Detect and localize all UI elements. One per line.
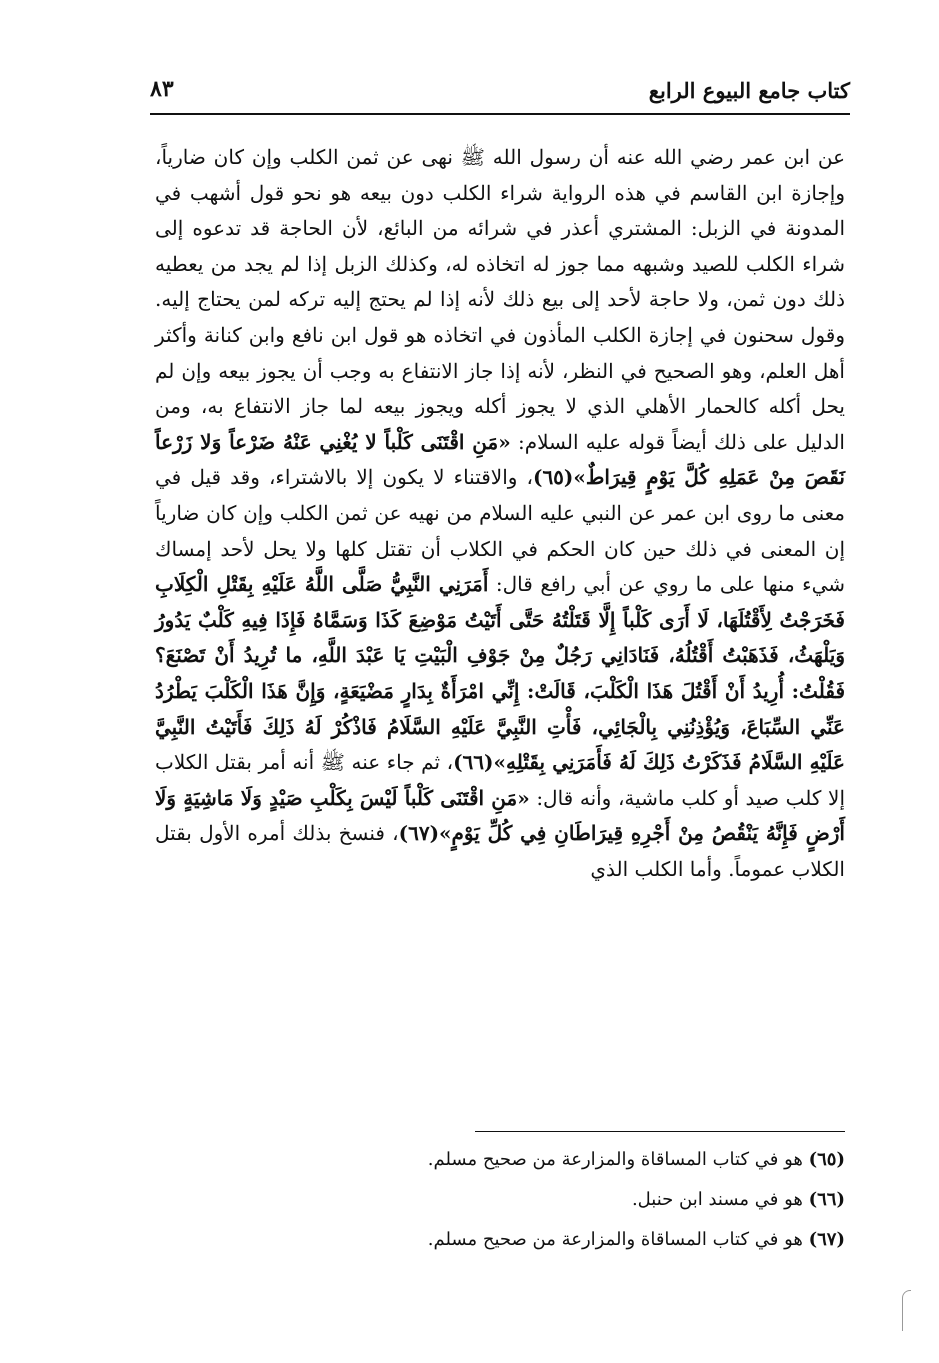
main-text bbox=[155, 140, 845, 887]
footnotes bbox=[300, 1140, 845, 1260]
footnote-item bbox=[300, 1180, 845, 1220]
running-header bbox=[150, 72, 850, 112]
scan-margin-mark bbox=[902, 1290, 911, 1331]
running-title: كتاب جامع البيوع الرابع bbox=[648, 78, 850, 103]
hadith-quote: أَمَرَنِي النَّبِيُّ صَلَّى اللَّهُ عَلَيْهِ بِقَتْلِ الْكِلَابِ فَخَرَجْتُ لِأَقْتُلَهَا، لَا أَرَى كَلْباً إِلَّا قَتَلْتُهُ حَتَّى أَتَيْتُ مَوْضِعَ كَذَا وَسَمَّاهُ فَإِذَا فِيهِ كَلْبٌ يَدُورُ وَيَلْهَثُ، فَذَهَبْتُ أَقْتُلُهُ، فَنَادَانِي رَجُلٌ مِنْ جَوْفِ الْبَيْتِ يَا عَبْدَ اللَّهِ، ما تُرِيدُ أَنْ تَصْنَعَ؟ فَقُلْتُ: أُرِيدُ أَنْ أَقْتُلَ هَذَا الْكَلْبَ، قَالَتْ: إِنِّي امْرَأَةٌ بِدَارٍ مَضْيَعَةٍ، وَإِنَّ هَذَا الْكَلْبَ يَطْرُدُ عَنِّي السِّبَاعَ، وَيُؤْذِنُنِي بِالْجَائِي، فَأْتِ النَّبِيَّ عَلَيْهِ السَّلَامُ فَاذْكُرْ لَهُ ذَلِكَ فَأَتَيْتُ النَّبِيَّ عَلَيْهِ السَّلَامُ فَذَكَرْتُ ذَلِكَ لَهُ فَأَمَرَنِي بِقَتْلِهِ»(٦٦) bbox=[155, 572, 845, 775]
hadith-quote: «مَنِ اقْتَنَى كَلْباً لا يُغْنِي عَنْهُ ضَرْعاً وَلا زَرْعاً نَقَصَ مِنْ عَمَلِهِ كُلَّ يَوْمٍ قِيرَاطٌ»(٦٥) bbox=[155, 429, 845, 490]
header-rule bbox=[150, 113, 850, 115]
text-run: ، ثم جاء عنه ﷺ أنه أمر بقتل الكلاب إلا كلب صيد أو كلب ماشية، وأنه قال: bbox=[155, 750, 845, 810]
footnote-separator bbox=[475, 1131, 845, 1132]
footnote-text: هو في كتاب المساقاة والمزارعة من صحيح مسلم. bbox=[427, 1229, 803, 1250]
footnote-number: (٦٥) bbox=[808, 1149, 845, 1170]
footnote-number: (٦٧) bbox=[808, 1229, 845, 1250]
text-run: عن ابن عمر رضي الله عنه أن رسول الله ﷺ نهى عن ثمن الكلب وإن كان ضارياً، وإجازة ابن القاسم في هذه الرواية شراء الكلب دون بيعه هو نحو قول أشهب في المدونة في الزبل: المشتري أعذر في شرائه من البائع، لأن الحاجة قد تدعوه إلى شراء الكلب للصيد وشبهه مما جوز له اتخاذه له، وكذلك الزبل إذا لم يجد من يعطيه ذلك دون ثمن، ولا حاجة لأحد إلى بيع ذلك لأنه إذا لم يحتج إليه تركه لمن يحتاج إليه. وقول سحنون في إجازة الكلب المأذون في اتخاذه هو قول ابن نافع وابن كنانة وأكثر أهل العلم، وهو الصحيح في النظر، لأنه إذا جاز الانتفاع به وجب أن يجوز بيعه وإن لم يحل أكله كالحمار الأهلي الذي لا يجوز أكله ويجوز بيعه لما جاز الانتفاع به، ومن الدليل على ذلك أيضاً قوله عليه السلام: bbox=[155, 145, 845, 454]
footnote-text: هو في مسند ابن حنبل. bbox=[631, 1189, 803, 1210]
text-run: ، والاقتناء لا يكون إلا بالاشتراء، وقد قيل في معنى ما روى ابن عمر عن النبي عليه السلام من نهيه عن ثمن الكلب وإن كان ضارياً إن المعنى في ذلك حين كان الحكم في الكلاب أن تقتل كلها ولا يحل لأحد إمساك شيء منها على ما روي عن أبي رافع قال: bbox=[155, 465, 845, 597]
footnote-text: هو في كتاب المساقاة والمزارعة من صحيح مسلم. bbox=[427, 1149, 803, 1170]
text-run: ، فنسخ بذلك أمره الأول بقتل الكلاب عموماً. وأما الكلب الذي bbox=[155, 821, 845, 881]
page-number: ٨٣ bbox=[150, 76, 174, 102]
footnote-item bbox=[300, 1140, 845, 1180]
footnote-number: (٦٦) bbox=[808, 1189, 845, 1210]
hadith-quote: «مَنِ اقْتَنَى كَلْباً لَيْسَ بِكَلْبِ صَيْدٍ وَلَا مَاشِيَةٍ وَلَا أَرْضٍ فَإِنَّهُ يَنْقُصُ مِنْ أَجْرِهِ قِيرَاطَانِ فِي كُلِّ يَوْمٍ»(٦٧) bbox=[155, 785, 845, 846]
body-paragraph bbox=[155, 140, 845, 887]
footnote-item bbox=[300, 1220, 845, 1260]
